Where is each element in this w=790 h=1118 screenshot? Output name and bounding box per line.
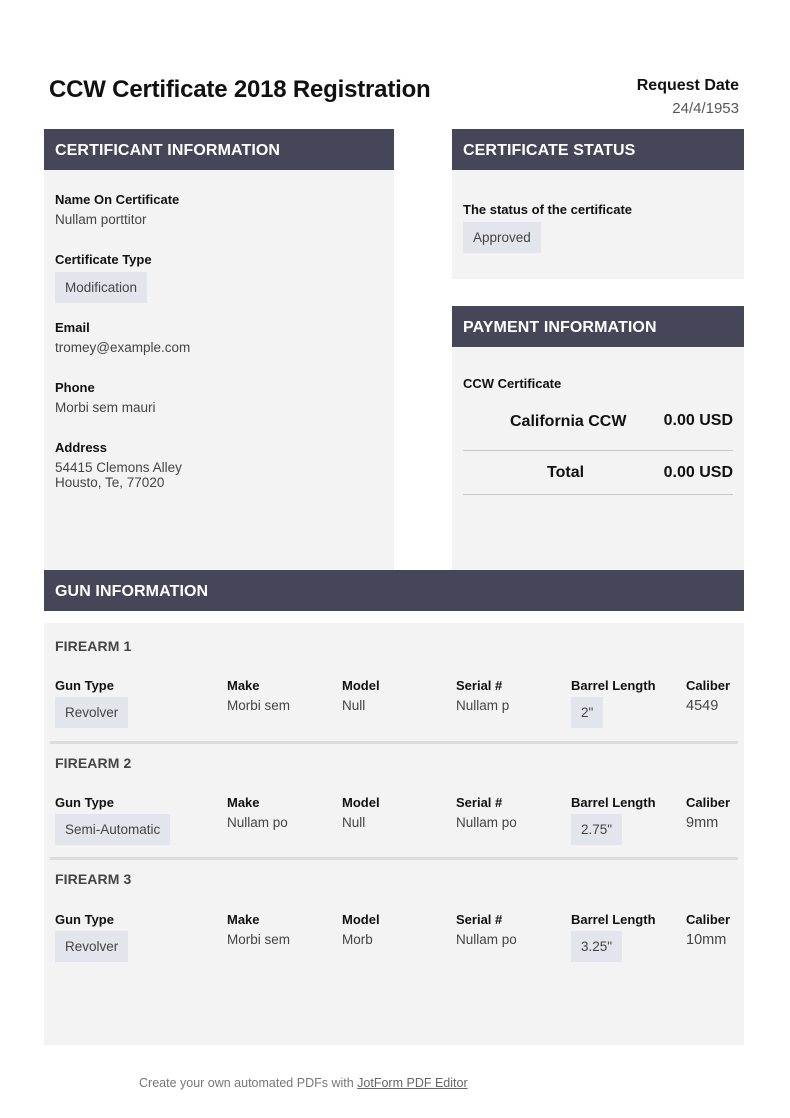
certificate-type-label: Certificate Type [55, 252, 152, 267]
address-line2: Housto, Te, 77020 [55, 475, 165, 490]
email-value: tromey@example.com [55, 340, 191, 355]
model-label: Model [342, 912, 380, 927]
status-panel [452, 129, 744, 279]
firearm-title: FIREARM 3 [55, 871, 132, 887]
barrel-value: 2" [571, 697, 603, 728]
firearm-divider [50, 857, 738, 860]
serial-value: Nullam po [456, 815, 517, 830]
serial-label: Serial # [456, 912, 503, 927]
make-value: Morbi sem [227, 932, 291, 947]
model-value: Null [342, 815, 366, 830]
payment-heading: PAYMENT INFORMATION [452, 306, 744, 347]
gun-type-label: Gun Type [55, 795, 114, 810]
model-label: Model [342, 678, 380, 693]
request-date-value: 24/4/1953 [672, 100, 739, 117]
model-label: Model [342, 795, 380, 810]
jotform-link[interactable]: JotForm PDF Editor [357, 1076, 468, 1090]
address-label: Address [55, 440, 108, 455]
make-label: Make [227, 795, 260, 810]
gun-type-value: Revolver [55, 697, 128, 728]
certificant-panel [44, 129, 394, 572]
certificant-heading: CERTIFICANT INFORMATION [44, 129, 394, 170]
barrel-label: Barrel Length [571, 678, 656, 693]
make-value: Nullam po [227, 815, 288, 830]
gun-type-value: Semi-Automatic [55, 814, 170, 845]
firearm-title: FIREARM 1 [55, 638, 132, 654]
status-heading: CERTIFICATE STATUS [452, 129, 744, 170]
caliber-value: 9mm [686, 815, 719, 831]
firearm-title: FIREARM 2 [55, 755, 132, 771]
payment-divider [463, 450, 733, 451]
make-label: Make [227, 678, 260, 693]
serial-value: Nullam po [456, 932, 517, 947]
payment-item-price: 0.00 USD [663, 412, 733, 429]
gun-type-label: Gun Type [55, 678, 114, 693]
make-value: Morbi sem [227, 698, 291, 713]
gun-heading-bar [44, 570, 744, 611]
footer-text: Create your own automated PDFs with [139, 1076, 354, 1090]
serial-label: Serial # [456, 678, 503, 693]
payment-item-name: California CCW [510, 413, 627, 430]
status-label: The status of the certificate [463, 202, 633, 217]
email-label: Email [55, 320, 90, 335]
caliber-label: Caliber [686, 912, 731, 927]
gun-heading: GUN INFORMATION [44, 570, 744, 611]
payment-divider [463, 494, 733, 495]
gun-type-label: Gun Type [55, 912, 114, 927]
name-label: Name On Certificate [55, 192, 180, 207]
gun-panel [44, 623, 744, 1045]
payment-total-value: 0.00 USD [663, 464, 733, 481]
payment-label: CCW Certificate [463, 376, 562, 391]
caliber-value: 10mm [686, 932, 727, 948]
request-date-label: Request Date [636, 77, 739, 94]
page-title: CCW Certificate 2018 Registration [49, 76, 431, 103]
name-value: Nullam porttitor [55, 212, 147, 227]
model-value: Null [342, 698, 366, 713]
barrel-value: 3.25" [571, 931, 622, 962]
address-line1: 54415 Clemons Alley [55, 460, 182, 475]
serial-value: Nullam p [456, 698, 510, 713]
gun-type-value: Revolver [55, 931, 128, 962]
payment-total-label: Total [547, 464, 585, 481]
payment-panel [452, 306, 744, 572]
caliber-value: 4549 [686, 698, 719, 714]
barrel-label: Barrel Length [571, 912, 656, 927]
phone-value: Morbi sem mauri [55, 400, 156, 415]
caliber-label: Caliber [686, 678, 731, 693]
barrel-value: 2.75" [571, 814, 622, 845]
firearm-divider [50, 741, 738, 744]
model-value: Morb [342, 932, 373, 947]
certificate-type-value: Modification [55, 272, 147, 303]
make-label: Make [227, 912, 260, 927]
barrel-label: Barrel Length [571, 795, 656, 810]
status-badge: Approved [463, 222, 541, 253]
footer [139, 1076, 468, 1090]
serial-label: Serial # [456, 795, 503, 810]
phone-label: Phone [55, 380, 95, 395]
caliber-label: Caliber [686, 795, 731, 810]
